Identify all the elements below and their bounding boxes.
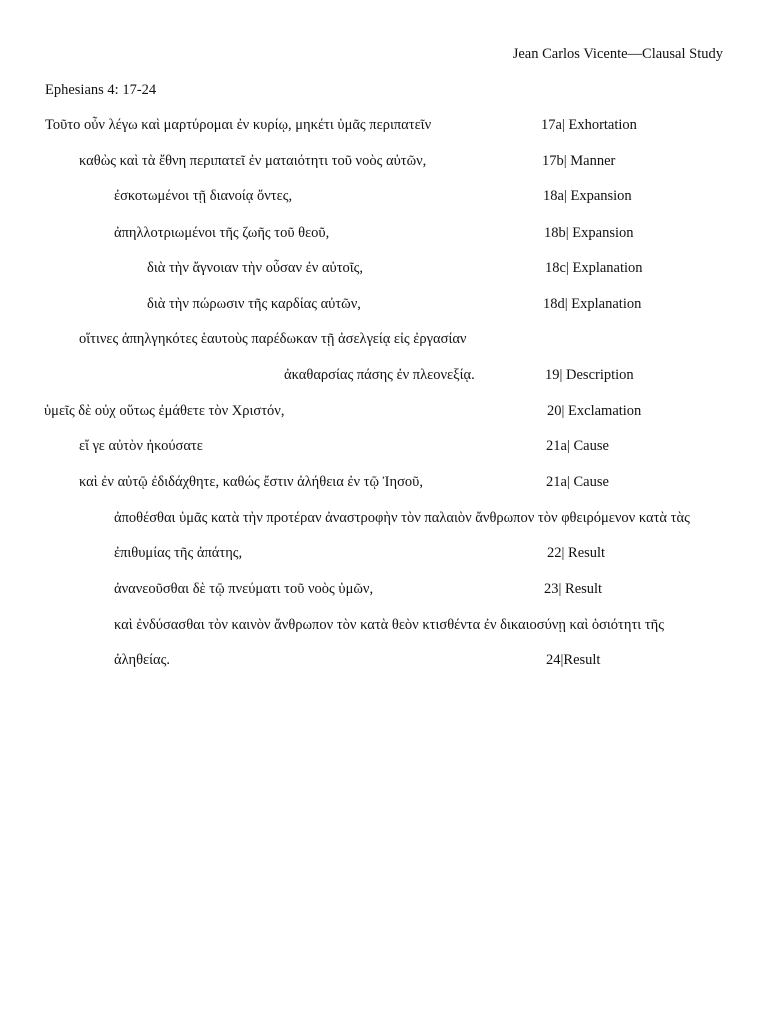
greek-clause-18d: διὰ τὴν πώρωσιν τῆς καρδίας αὐτῶν, — [147, 296, 361, 312]
clause-label-24: 24|Result — [546, 652, 601, 668]
clause-label-17b: 17b| Manner — [542, 153, 616, 169]
author-title-header: Jean Carlos Vicente—Clausal Study — [512, 46, 723, 62]
greek-clause-17a: Τοῦτο οὖν λέγω καὶ μαρτύρομαι ἐν κυρίῳ, μηκέτι ὑμᾶς περιπατεῖν — [45, 117, 432, 133]
clause-label-22: 22| Result — [547, 545, 606, 561]
greek-clause-19-part2: ἀκαθαρσίας πάσης ἐν πλεονεξίᾳ. — [284, 367, 475, 383]
greek-clause-23: ἀνανεοῦσθαι δὲ τῷ πνεύματι τοῦ νοὸς ὑμῶν, — [114, 581, 374, 597]
greek-clause-20: ὑμεῖς δὲ οὐχ οὕτως ἐμάθετε τὸν Χριστόν, — [44, 403, 285, 419]
greek-clause-18b: ἀπηλλοτριωμένοι τῆς ζωῆς τοῦ θεοῦ, — [114, 225, 330, 241]
clause-label-18d: 18d| Explanation — [543, 296, 642, 312]
clause-label-23: 23| Result — [544, 581, 603, 597]
greek-clause-19-part1: οἵτινες ἀπηλγηκότες ἑαυτοὺς παρέδωκαν τῇ ἀσελγείᾳ εἰς ἐργασίαν — [79, 331, 467, 347]
greek-clause-24-part2: ἀληθείας. — [114, 652, 170, 668]
greek-clause-17b: καθὼς καὶ τὰ ἔθνη περιπατεῖ ἐν ματαιότητι τοῦ νοὸς αὐτῶν, — [79, 153, 427, 169]
greek-clause-18a: ἐσκοτωμένοι τῇ διανοίᾳ ὄντες, — [114, 188, 293, 204]
greek-clause-22-part1: ἀποθέσθαι ὑμᾶς κατὰ τὴν προτέραν ἀναστροφὴν τὸν παλαιὸν ἄνθρωπον τὸν φθειρόμενον κατὰ τὰς — [114, 510, 690, 526]
greek-clause-18c: διὰ τὴν ἄγνοιαν τὴν οὖσαν ἐν αὐτοῖς, — [147, 260, 364, 276]
greek-clause-21a-first: εἴ γε αὐτὸν ἠκούσατε — [79, 438, 203, 454]
greek-clause-21a-second: καὶ ἐν αὐτῷ ἐδιδάχθητε, καθώς ἔστιν ἀλήθεια ἐν τῷ Ἰησοῦ, — [79, 474, 423, 490]
clause-label-18c: 18c| Explanation — [545, 260, 643, 276]
clause-label-17a: 17a| Exhortation — [541, 117, 637, 133]
clause-label-18a: 18a| Expansion — [543, 188, 632, 204]
clause-label-19: 19| Description — [545, 367, 634, 383]
greek-clause-24-part1: καὶ ἐνδύσασθαι τὸν καινὸν ἄνθρωπον τὸν κατὰ θεὸν κτισθέντα ἐν δικαιοσύνῃ καὶ ὁσιότητι τῆς — [114, 617, 664, 633]
greek-clause-22-part2: ἐπιθυμίας τῆς ἀπάτης, — [114, 545, 243, 561]
clause-label-18b: 18b| Expansion — [544, 225, 634, 241]
clause-label-21a-second: 21a| Cause — [546, 474, 609, 490]
passage-reference: Ephesians 4: 17-24 — [45, 82, 157, 98]
clause-label-20: 20| Exclamation — [547, 403, 642, 419]
clause-label-21a-first: 21a| Cause — [546, 438, 609, 454]
